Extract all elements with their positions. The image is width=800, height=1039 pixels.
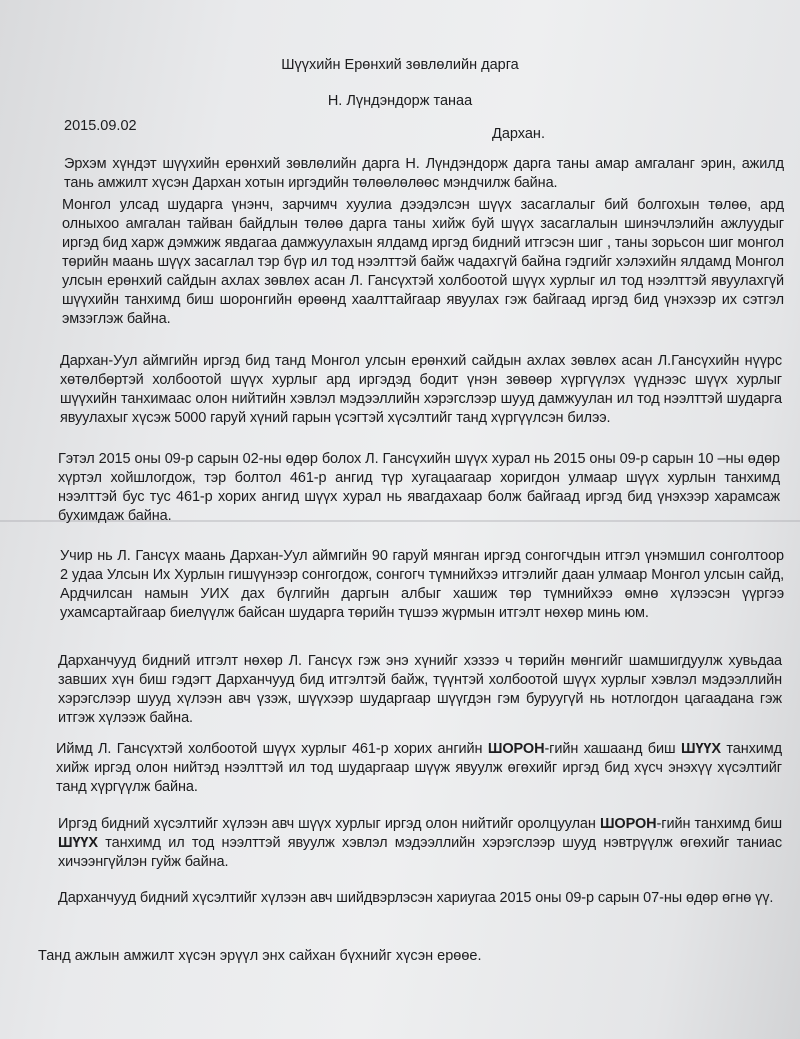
- text-span: -гийн хашаанд биш: [544, 741, 681, 757]
- bold-word-prison: ШОРОН: [487, 741, 545, 757]
- text-span: Иргэд бидний хүсэлтийг хүлээн авч шүүх хурлыг иргэд олон нийтийг оролцуулан: [58, 816, 600, 832]
- text-span: Иймд Л. Гансүхтэй холбоотой шүүх хурлыг 461-р хорих ангийн: [56, 741, 488, 757]
- bold-word-court: ШҮҮХ: [680, 741, 721, 757]
- paragraph-greeting: Эрхэм хүндэт шүүхийн ерөнхий зөвлөлийн дарга Н. Лүндэндорж дарга таны амар амгаланг эрин, ажилд тань амжилт хүсэн Дархан хотын иргэдийн төлөөлөлөөс мэндчилж байна.: [64, 156, 784, 191]
- bold-word-court: ШҮҮХ: [58, 835, 98, 851]
- letter-recipient: Шүүхийн Ерөнхий зөвлөлийн дарга: [281, 57, 519, 73]
- bold-word-prison: ШОРОН: [599, 816, 657, 832]
- letter-date: 2015.09.02: [64, 118, 137, 134]
- text-span: -гийн танхимд биш: [656, 816, 782, 832]
- letter-addressee: Н. Лүндэндорж танаа: [327, 93, 473, 109]
- letter-city: Дархан.: [492, 126, 545, 142]
- paragraph-4: Гэтэл 2015 оны 09-р сарын 02-ны өдөр болох Л. Гансүхийн шүүх хурал нь 2015 оны 09-р сарын 10 –ны өдөр хүртэл хойшлогдож, тэр болтол 461-р ангид түр хугацаагаар хоригдон улмаар шүүх хурлын танхимд нээлттэй бус тус 461-р хорих ангид шүүх хурал нь явагдахаар болж байгаад иргэд бид үнэхээр харамсаж бухимдаж байна.: [58, 451, 780, 524]
- paragraph-7: [56, 740, 782, 797]
- paragraph-5: Учир нь Л. Гансүх маань Дархан-Уул аймгийн 90 гаруй мянган иргэд сонгогчдын итгэл үнэмшил сонголтоор 2 удаа Улсын Их Хурлын гишүүнээр сонгогдож, сонгогч түмнийхээ итгэлийг даан улмаар Монгол улсын сайд, Ардчилсан намын УИХ дах бүлгийн даргын албыг хашиж төр түмнийхээ өмнө хүлээсэн үүргээ ухамсартайгаар биелүүлж байсан шударга төрийн түшээ жүрмын итгэлт нөхөр минь юм.: [60, 548, 784, 621]
- paragraph-3: Дархан-Уул аймгийн иргэд бид танд Монгол улсын ерөнхий сайдын ахлах зөвлөх асан Л.Гансүхийн нүүрс хөтөлбөртэй холбоотой шүүх хурлыг ард иргэдэд бодит үнэн зөвөөр хүргүүлэх үүднээс шүүх хурлыг шүүхийн танхимаас олон нийтийн хэвлэл мэдээллийн хэрэгслээр шууд дамжуулан ил тод нээлттэй шударга явуулахыг хүсэж 5000 гаруй хүний гарын үсэгтэй хүсэлтийг танд хүргүүлсэн билээ.: [60, 353, 782, 426]
- text-span: танхимд ил тод нээлттэй явуулж хэвлэл мэдээллийн хэрэгслээр шууд нэвтрүүлж өгөхийг таниас хичээнгүйлэн гуйж байна.: [58, 835, 782, 870]
- text-span: танхимд хийж иргэд олон нийтэд нээлттэй ил тод шударгаар шүүж явуулж өгөхийг иргэд бид хүсч энэхүү хүсэлтийг танд хүргүүлж байна.: [56, 741, 783, 795]
- paragraph-6: Дарханчууд бидний итгэлт нөхөр Л. Гансүх гэж энэ хүнийг хэзээ ч төрийн мөнгийг шамшигдуулж хувьдаа завших хүн биш гэдэгт Дарханчууд бид итгэлтэй байж, түүнтэй холбоотой шүүх хурлыг хэвлэл мэдээллийн хэрэгслээр шууд хүлээн авч үзэж, шүүхээр шударгаар шүүгдэн гэм буруугүй нь нотлогдон цагаадана гэж итгэж хүлээж байна.: [58, 653, 782, 726]
- paragraph-9: Дарханчууд бидний хүсэлтийг хүлээн авч шийдвэрлэсэн хариугаа 2015 оны 09-р сарын 07-ны өдөр өгнө үү.: [58, 890, 774, 906]
- paragraph-8: [58, 815, 782, 872]
- closing-line: Танд ажлын амжилт хүсэн эрүүл энх сайхан бүхнийг хүсэн ерөөе.: [38, 948, 482, 964]
- paragraph-2: Монгол улсад шударга үнэнч, зарчимч хуулиа дээдэлсэн шүүх засаглалыг бий болгохын төлөө, ард олныхоо амгалан тайван байдлын төлөө дарга таны хийж буй шүүх засаглалын шинэчлэлийн ажлуудыг иргэд бид харж дэмжиж явдагаа дамжуулахын ялдамд иргэд бидний итгэсэн шиг , таны зорьсон шиг монгол төрийн маань шүүх засаглал тэр бүр ил тод нээлттэй байж чадахгүй байна гэдгийг хэлэхийн ялдамд Монгол улсын ерөнхий сайдын ахлах зөвлөх асан Л. Гансүхтэй холбоотой шүүх хурлыг ил тод нээлттэй явуулахгүй шүүхийн танхимд биш шоронгийн өрөөнд хаалттайгаар явуулах гэж байгаад иргэд бид үнэхээр их сэтгэл эмзэглэж байна.: [62, 197, 784, 327]
